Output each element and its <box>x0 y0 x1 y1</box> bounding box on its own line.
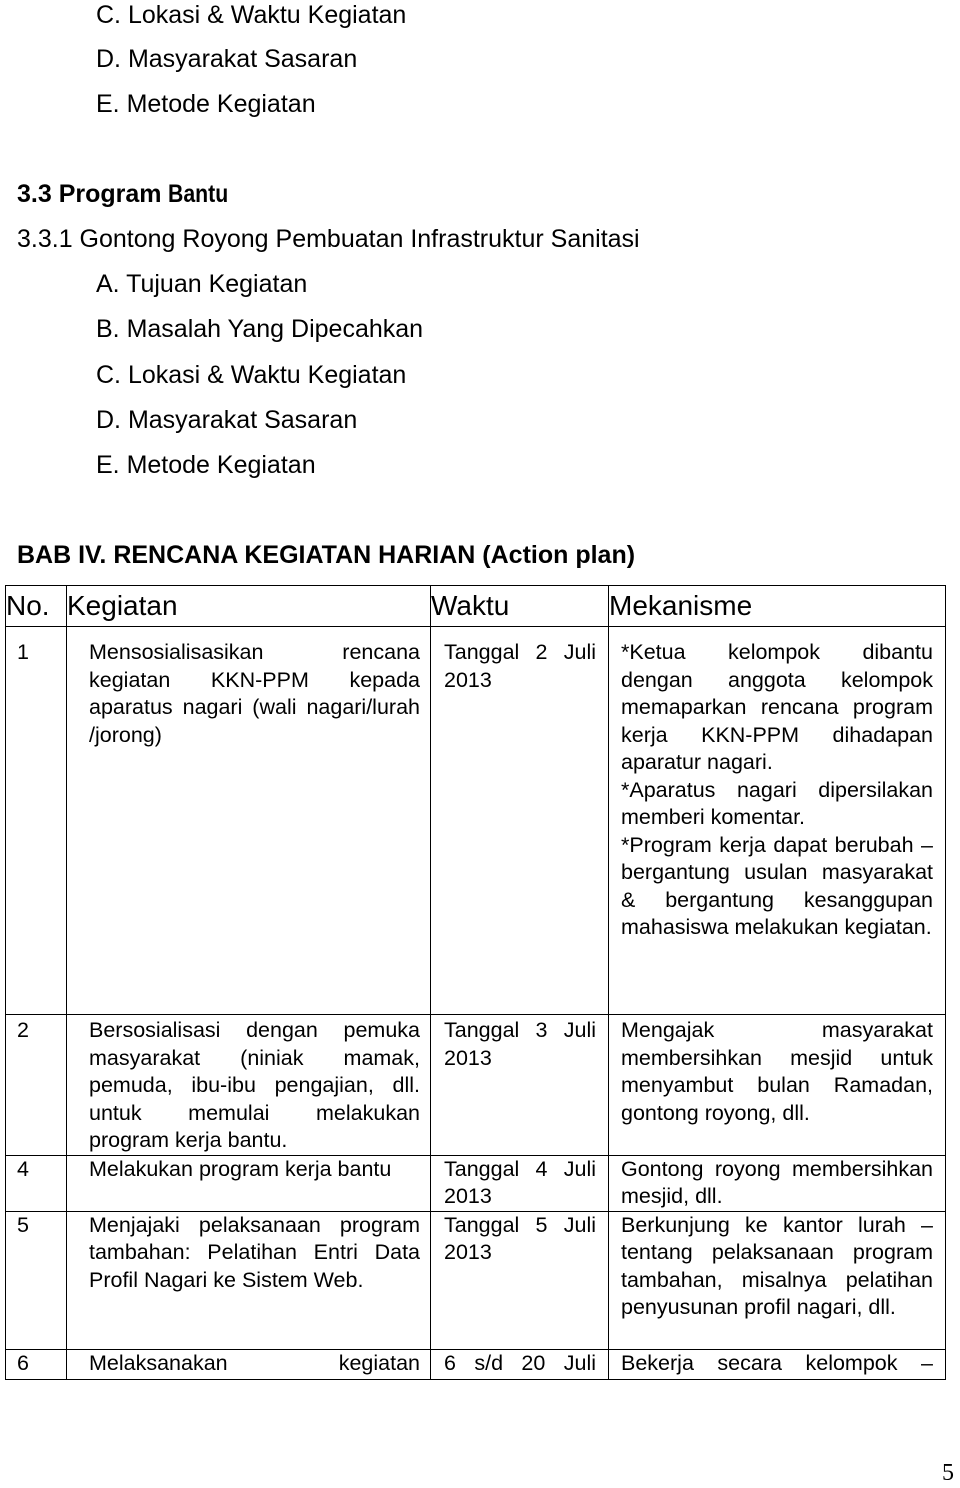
cell-kegiatan: Bersosialisasi dengan pemuka masyarakat (niniak mamak, pemuda, ibu-ibu pengajian, dll. untuk memulai melakukan program kerja bantu. <box>67 1015 431 1156</box>
table-row <box>6 1155 946 1211</box>
outline-item: D. Masyarakat Sasaran <box>96 45 358 73</box>
cell-no: 1 <box>6 627 67 1015</box>
cell-no: 5 <box>6 1211 67 1349</box>
cell-no: 2 <box>6 1015 67 1156</box>
cell-kegiatan: Melakukan program kerja bantu <box>67 1155 431 1211</box>
outline-item: E. Metode Kegiatan <box>96 451 316 479</box>
table-row <box>6 1211 946 1349</box>
cell-mekanisme <box>609 1211 946 1349</box>
cell-mekanisme <box>609 1015 946 1156</box>
cell-no: 4 <box>6 1155 67 1211</box>
chapter-title: BAB IV. RENCANA KEGIATAN HARIAN (Action plan) <box>17 541 636 569</box>
outline-item: E. Metode Kegiatan <box>96 90 316 118</box>
outline-item: A. Tujuan Kegiatan <box>96 270 308 298</box>
action-plan-table <box>5 585 946 1380</box>
mekanisme-paragraph: Berkunjung ke kantor lurah – tentang pelaksanaan program tambahan, misalnya pelatihan penyusunan profil nagari, dll. <box>621 1212 933 1319</box>
cell-mekanisme <box>609 627 946 1015</box>
mekanisme-paragraph: Mengajak masyarakat membersihkan mesjid untuk menyambut bulan Ramadan, gontong royong, dll. <box>621 1018 933 1125</box>
mekanisme-paragraph: *Aparatus nagari dipersilakan memberi komentar. <box>621 777 933 829</box>
mekanisme-paragraph: Gontong royong membersihkan mesjid, dll. <box>621 1156 933 1208</box>
cell-waktu: Tanggal 2 Juli 2013 <box>431 627 609 1015</box>
table-row <box>6 1349 946 1379</box>
outline-item: C. Lokasi & Waktu Kegiatan <box>96 1 407 29</box>
cell-kegiatan: Mensosialisasikan rencana kegiatan KKN-PPM kepada aparatus nagari (wali nagari/lurah /jorong) <box>67 627 431 1015</box>
section-heading-suffix: Bantu <box>168 180 229 208</box>
mekanisme-paragraph: Bekerja secara kelompok – <box>621 1350 933 1375</box>
header-no: No. <box>6 586 67 627</box>
outline-item: C. Lokasi & Waktu Kegiatan <box>96 361 407 389</box>
table-header-row <box>6 586 946 627</box>
cell-waktu: Tanggal 5 Juli 2013 <box>431 1211 609 1349</box>
page-number: 5 <box>942 1460 954 1486</box>
header-mekanisme: Mekanisme <box>609 586 946 627</box>
header-waktu: Waktu <box>431 586 609 627</box>
section-heading-prefix: 3.3 Program <box>17 180 169 208</box>
cell-waktu: 6 s/d 20 Juli <box>431 1349 609 1379</box>
cell-no: 6 <box>6 1349 67 1379</box>
section-heading-3-3-1: 3.3.1 Gontong Royong Pembuatan Infrastruktur Sanitasi <box>17 225 640 253</box>
table-row <box>6 627 946 1015</box>
cell-kegiatan: Melaksanakan kegiatan <box>67 1349 431 1379</box>
outline-item: D. Masyarakat Sasaran <box>96 406 358 434</box>
cell-mekanisme <box>609 1155 946 1211</box>
cell-waktu: Tanggal 4 Juli 2013 <box>431 1155 609 1211</box>
outline-item: B. Masalah Yang Dipecahkan <box>96 315 424 343</box>
mekanisme-paragraph: *Program kerja dapat berubah – bergantung usulan masyarakat & bergantung kesanggupan mahasiswa melakukan kegiatan. <box>621 832 933 939</box>
section-heading-3-3 <box>17 179 239 209</box>
table-row <box>6 1015 946 1156</box>
cell-mekanisme <box>609 1349 946 1379</box>
cell-kegiatan: Menjajaki pelaksanaan program tambahan: Pelatihan Entri Data Profil Nagari ke Sistem Web. <box>67 1211 431 1349</box>
cell-waktu: Tanggal 3 Juli 2013 <box>431 1015 609 1156</box>
header-kegiatan: Kegiatan <box>67 586 431 627</box>
mekanisme-paragraph: *Ketua kelompok dibantu dengan anggota kelompok memaparkan rencana program kerja KKN-PPM dihadapan aparatur nagari. <box>621 640 933 774</box>
